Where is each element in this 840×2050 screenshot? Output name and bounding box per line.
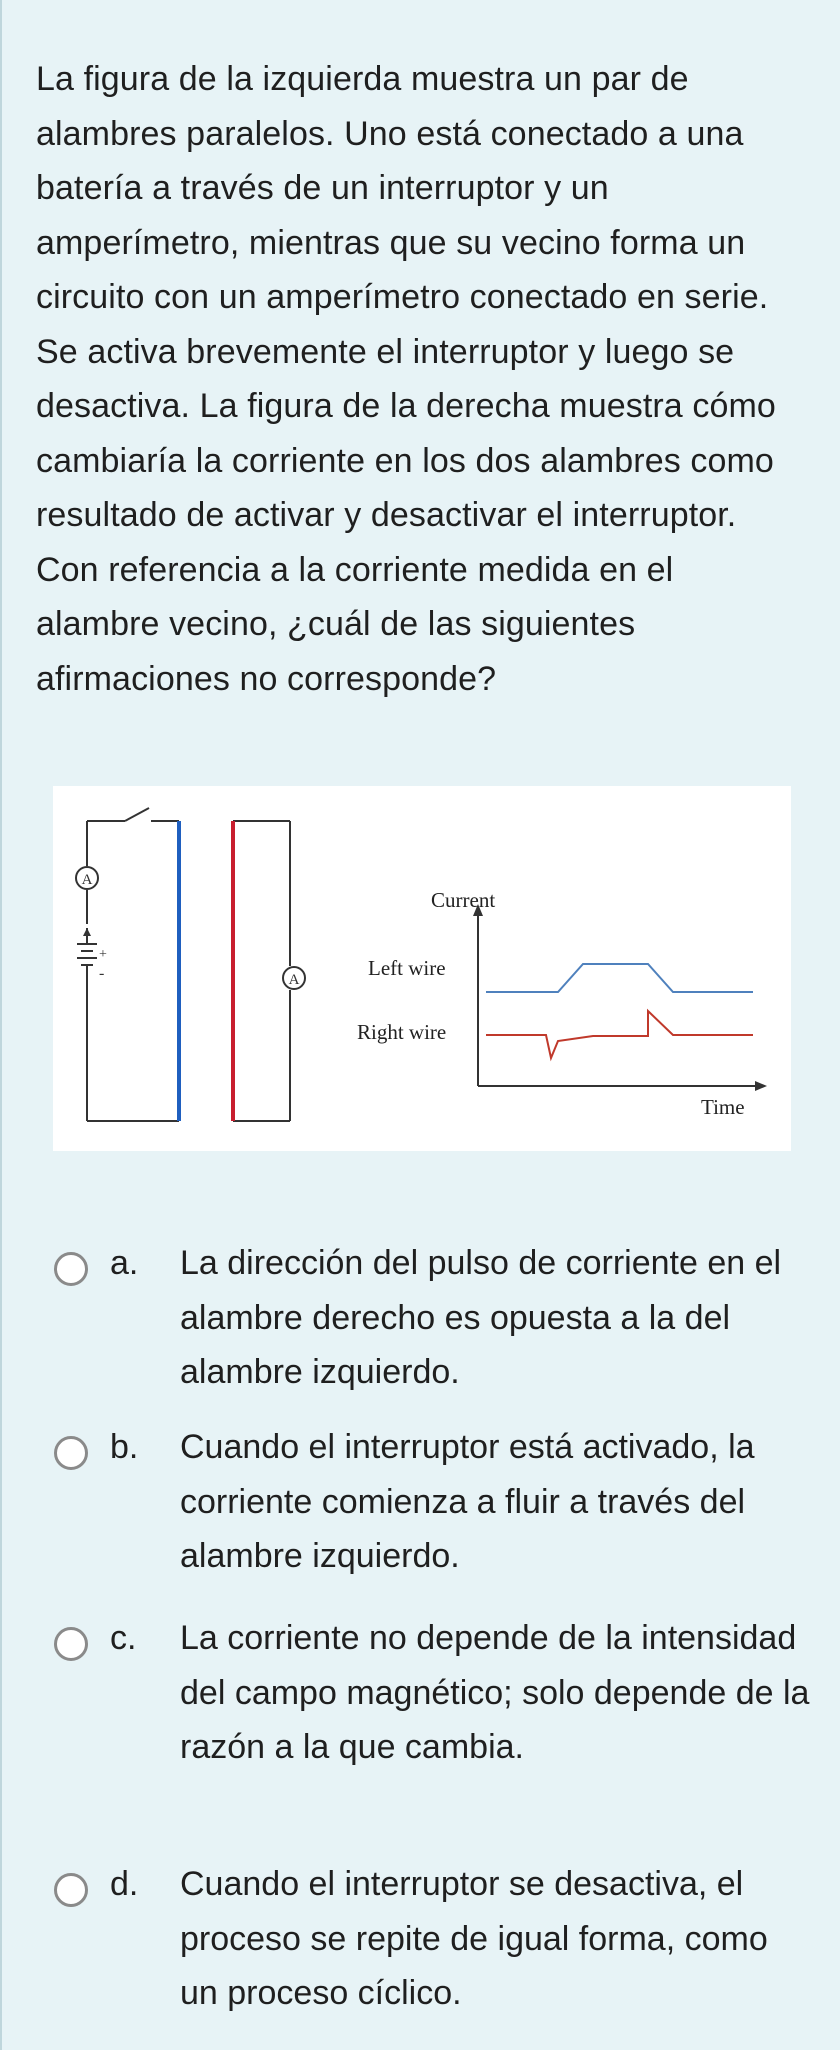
y-axis-label: Current — [431, 888, 496, 912]
ammeter-right-icon — [283, 967, 305, 989]
arrow-up-icon — [83, 928, 91, 936]
option-d[interactable] — [0, 1857, 840, 2021]
right-wire-current-trace — [486, 1011, 753, 1058]
radio-option-c[interactable] — [54, 1627, 88, 1661]
ammeter-left-icon — [76, 867, 98, 889]
current-graph-axes — [478, 912, 759, 1086]
ammeter-left-label: A — [81, 872, 93, 888]
question-figure — [53, 786, 791, 1151]
left-wire-label: Left wire — [368, 956, 446, 980]
option-b-text: Cuando el interruptor está activado, la corriente comienza a fluir a través del alambre izquierdo. — [180, 1428, 755, 1575]
option-d-text: Cuando el interruptor se desactiva, el proceso se repite de igual forma, como un proceso cíclico. — [180, 1865, 768, 2012]
question-text: La figura de la izquierda muestra un par de alambres paralelos. Uno está conectado a una batería a través de un interruptor y un amperímetro, mientras que su vecino forma un circuito con un amperímetro conectado en serie. Se activa brevemente el interruptor y luego se desactiva. La figura de la derecha muestra cómo cambiaría la corriente en los dos alambres como resultado de activar y desactivar el interruptor. Con referencia a la corriente medida en el alambre vecino, ¿cuál de las siguientes afirmaciones no corresponde? — [36, 60, 776, 698]
left-wire-current-trace — [486, 964, 753, 992]
circuit-and-current-diagram — [53, 786, 791, 1151]
option-a[interactable] — [0, 1236, 840, 1400]
option-d-letter: d. — [110, 1865, 139, 1903]
ammeter-right-label: A — [288, 972, 300, 988]
option-b[interactable] — [0, 1420, 840, 1584]
switch-lever — [125, 808, 149, 821]
battery-minus-label: - — [99, 965, 105, 982]
radio-option-a[interactable] — [54, 1252, 88, 1286]
radio-option-b[interactable] — [54, 1436, 88, 1470]
option-a-letter: a. — [110, 1244, 139, 1282]
option-b-letter: b. — [110, 1428, 139, 1466]
x-axis-label: Time — [701, 1095, 745, 1119]
battery-symbol — [77, 928, 97, 982]
radio-option-d[interactable] — [54, 1873, 88, 1907]
x-axis-arrow-icon — [755, 1081, 767, 1091]
option-c-letter: c. — [110, 1619, 137, 1657]
option-a-text: La dirección del pulso de corriente en el alambre derecho es opuesta a la del alambre izquierdo. — [180, 1244, 782, 1391]
battery-plus-label: + — [99, 947, 107, 962]
option-c-text: La corriente no depende de la intensidad del campo magnético; solo depende de la razón a la que cambia. — [180, 1619, 810, 1766]
right-wire-label: Right wire — [357, 1020, 447, 1044]
option-c[interactable] — [0, 1611, 840, 1829]
right-circuit — [233, 821, 290, 1121]
